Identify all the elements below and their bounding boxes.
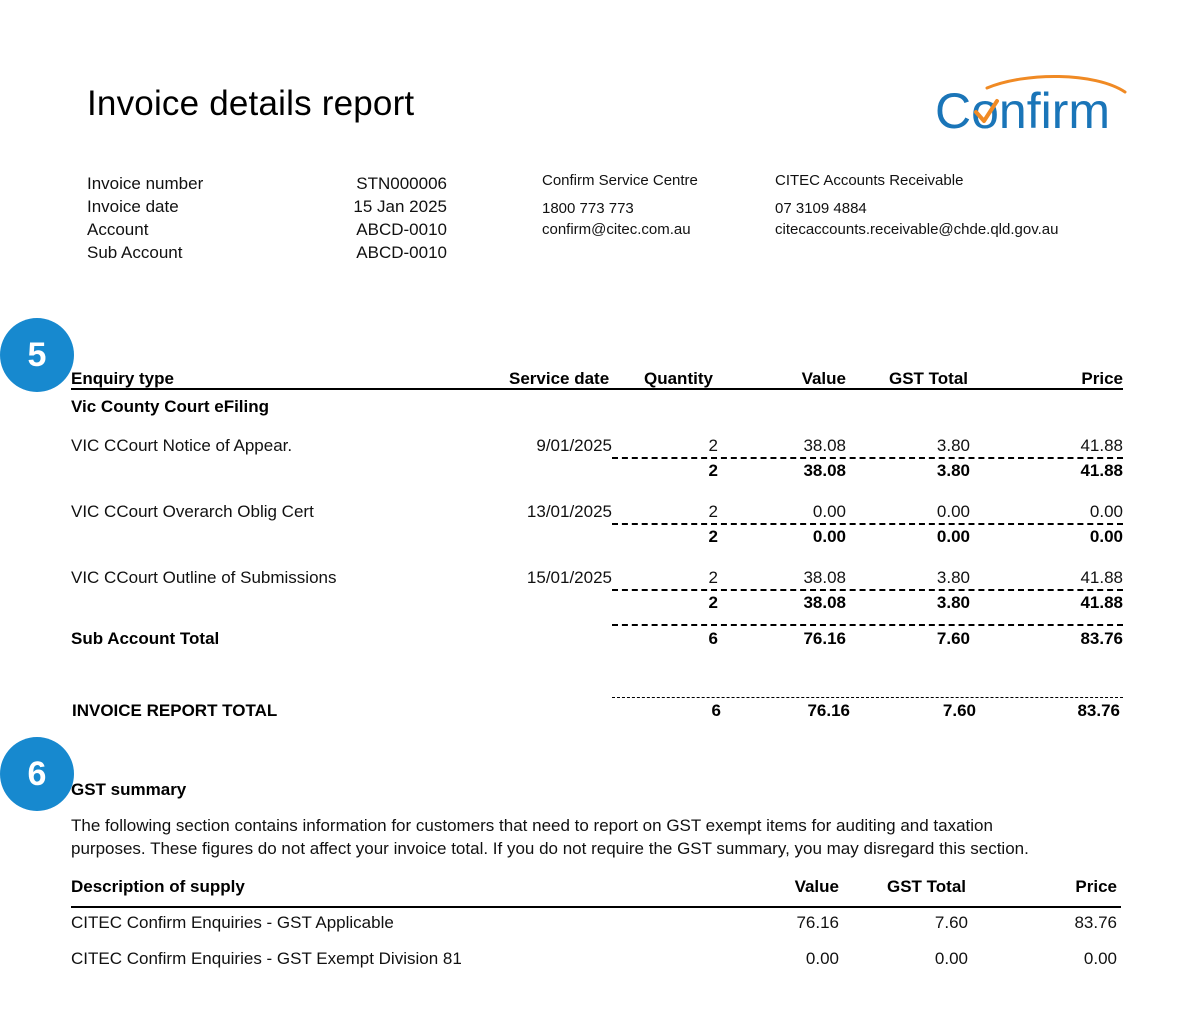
subtotal-quantity: 2 bbox=[708, 527, 718, 546]
subtotal-price: 41.88 bbox=[1080, 593, 1123, 612]
sub-account-total-gst: 7.60 bbox=[936, 629, 970, 648]
quantity-cell: 2 bbox=[708, 436, 718, 455]
column-header-value: Value bbox=[794, 877, 839, 896]
value-cell: 38.08 bbox=[803, 436, 846, 455]
gst-cell: 0.00 bbox=[936, 502, 970, 521]
value-cell: 0.00 bbox=[812, 502, 846, 521]
contact-email[interactable]: citecaccounts.receivable@chde.qld.gov.au bbox=[775, 221, 1059, 238]
subtotal-price: 0.00 bbox=[1089, 527, 1123, 546]
price-cell: 41.88 bbox=[1080, 568, 1123, 587]
sub-account-total-quantity: 6 bbox=[708, 629, 718, 648]
supply-description-cell: CITEC Confirm Enquiries - GST Applicable bbox=[71, 913, 394, 932]
supply-value-cell: 0.00 bbox=[805, 949, 839, 968]
enquiry-type-cell: VIC CCourt Outline of Submissions bbox=[71, 568, 337, 587]
column-header-gst-total: GST Total bbox=[889, 369, 969, 388]
sub-account-value: ABCD-0010 bbox=[356, 243, 447, 262]
column-header-enquiry-type: Enquiry type bbox=[71, 369, 174, 388]
supply-price-cell: 0.00 bbox=[1083, 949, 1117, 968]
gst-header-rule bbox=[71, 906, 1121, 908]
enquiry-type-cell: VIC CCourt Overarch Oblig Cert bbox=[71, 502, 314, 521]
quantity-cell: 2 bbox=[708, 568, 718, 587]
subtotal-gst: 3.80 bbox=[936, 593, 970, 612]
sub-account-divider bbox=[612, 624, 1123, 626]
contact-phone: 1800 773 773 bbox=[542, 200, 634, 217]
enquiry-type-cell: VIC CCourt Notice of Appear. bbox=[71, 436, 293, 455]
invoice-total-gst: 7.60 bbox=[942, 701, 976, 720]
subtotal-quantity: 2 bbox=[708, 593, 718, 612]
invoice-date-value: 15 Jan 2025 bbox=[353, 197, 447, 216]
subtotal-value: 38.08 bbox=[803, 593, 846, 612]
price-cell: 41.88 bbox=[1080, 436, 1123, 455]
subtotal-price: 41.88 bbox=[1080, 461, 1123, 480]
column-header-gst-total: GST Total bbox=[887, 877, 967, 896]
sub-account-total-price: 83.76 bbox=[1080, 629, 1123, 648]
supply-description-cell: CITEC Confirm Enquiries - GST Exempt Division 81 bbox=[71, 949, 462, 968]
service-date-cell: 9/01/2025 bbox=[536, 436, 612, 455]
supply-gst-cell: 0.00 bbox=[934, 949, 968, 968]
account-value: ABCD-0010 bbox=[356, 220, 447, 239]
gst-cell: 3.80 bbox=[936, 568, 970, 587]
page-title: Invoice details report bbox=[87, 84, 415, 123]
invoice-total-quantity: 6 bbox=[711, 701, 721, 720]
gst-summary-description-line: The following section contains information for customers that need to report on GST exempt items for auditing and taxation bbox=[71, 816, 993, 835]
sub-account-total-value: 76.16 bbox=[803, 629, 846, 648]
confirm-logo bbox=[935, 74, 1135, 134]
sub-account-total-label: Sub Account Total bbox=[71, 629, 220, 648]
service-date-cell: 13/01/2025 bbox=[526, 502, 612, 521]
contact-name: CITEC Accounts Receivable bbox=[775, 172, 964, 189]
invoice-number-label: Invoice number bbox=[87, 174, 204, 193]
account-label: Account bbox=[87, 220, 149, 239]
subtotal-value: 38.08 bbox=[803, 461, 846, 480]
invoice-total-value: 76.16 bbox=[807, 701, 850, 720]
gst-cell: 3.80 bbox=[936, 436, 970, 455]
subtotal-value: 0.00 bbox=[812, 527, 846, 546]
gst-summary-description-line: purposes. These figures do not affect your invoice total. If you do not require the GST summary, you may disregard this section. bbox=[71, 839, 1029, 858]
service-date-cell: 15/01/2025 bbox=[526, 568, 612, 587]
column-header-service-date: Service date bbox=[509, 369, 610, 388]
supply-gst-cell: 7.60 bbox=[934, 913, 968, 932]
subtotal-quantity: 2 bbox=[708, 461, 718, 480]
subtotal-gst: 0.00 bbox=[936, 527, 970, 546]
step-badge-6: 6 bbox=[0, 737, 74, 811]
subtotal-gst: 3.80 bbox=[936, 461, 970, 480]
invoice-total-divider bbox=[612, 697, 1123, 698]
subtotal-divider bbox=[612, 523, 1123, 525]
invoice-total-price: 83.76 bbox=[1077, 701, 1120, 720]
contact-name: Confirm Service Centre bbox=[542, 172, 698, 189]
price-cell: 0.00 bbox=[1089, 502, 1123, 521]
column-header-value: Value bbox=[801, 369, 846, 388]
quantity-cell: 2 bbox=[708, 502, 718, 521]
supply-value-cell: 76.16 bbox=[796, 913, 839, 932]
header-rule bbox=[71, 388, 1123, 390]
subtotal-divider bbox=[612, 589, 1123, 591]
sub-account-label: Sub Account bbox=[87, 243, 183, 262]
column-header-quantity: Quantity bbox=[644, 369, 713, 388]
logo-wordmark: Confirm bbox=[935, 83, 1111, 134]
column-header-price: Price bbox=[1075, 877, 1117, 896]
invoice-total-label: INVOICE REPORT TOTAL bbox=[72, 701, 278, 720]
value-cell: 38.08 bbox=[803, 568, 846, 587]
subtotal-divider bbox=[612, 457, 1123, 459]
invoice-date-label: Invoice date bbox=[87, 197, 179, 216]
gst-summary-heading: GST summary bbox=[71, 780, 187, 799]
column-header-description: Description of supply bbox=[71, 877, 245, 896]
contact-phone: 07 3109 4884 bbox=[775, 200, 867, 217]
invoice-number-value: STN000006 bbox=[356, 174, 447, 193]
column-header-price: Price bbox=[1081, 369, 1123, 388]
step-badge-5: 5 bbox=[0, 318, 74, 392]
supply-price-cell: 83.76 bbox=[1074, 913, 1117, 932]
group-heading: Vic County Court eFiling bbox=[71, 397, 270, 416]
contact-email[interactable]: confirm@citec.com.au bbox=[542, 221, 691, 238]
